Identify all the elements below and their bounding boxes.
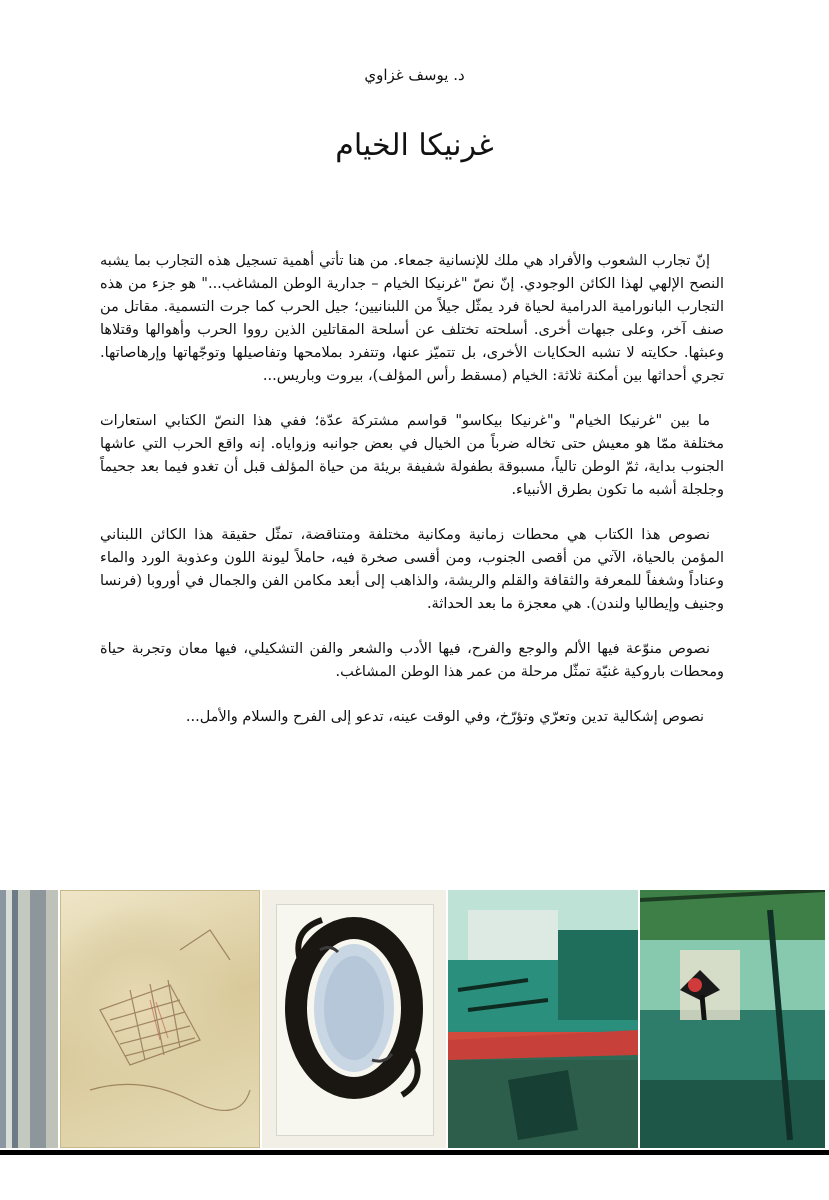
painting-green-abstract: [640, 890, 825, 1148]
paragraph-4: نصوص منوّعة فيها الألم والوجع والفرح، فيها الأدب والشعر والفن التشكيلي، فيها معان وتجربة حياة ومحطات باروكية غنيّة تمثّل مرحلة من عمر هذا الوطن المشاغب.: [100, 641, 724, 680]
paragraph-1: إنّ تجارب الشعوب والأفراد هي ملك للإنسانية جمعاء. من هنا تأتي أهمية تسجيل هذه التجارب بما يشبه النصح الإلهي لهذا الكائن الوجودي. إنّ نصّ "غرنيكا الخيام – جدارية الوطن المشاغب..." هو جزء من هذه التجارب البانورامية الدرامية لحياة فرد يمثّل جيلاً من اللبنانيين؛ جيل الحرب كما جرت التسمية. مقاتل من صنف آخر، وعلى جبهات أخرى. أسلحته تختلف عن أسلحة المقاتلين الذين رووا الحرب وأهوالها وقتلاها وعبثها. حكايته لا تشبه الحكايات الأخرى، بل تتميّز عنها، وتتفرد بملامحها وتفاصيلها وتوجّهاتها وإرهاصاتها. تجري أحداثها بين أمكنة ثلاثة: الخيام (مسقط رأس المؤلف)، بيروت وباريس...: [100, 253, 724, 384]
author-name: د. يوسف غزاوي: [364, 66, 465, 84]
paragraph-3: نصوص هذا الكتاب هي محطات زمانية ومكانية مختلفة ومتناقضة، تمثّل حقيقة هذا الكائن اللبناني المؤمن بالحياة، الآتي من أقصى الجنوب، ومن أقسى صخرة فيه، حاملاً ليونة اللون وعذوبة الورد والماء وعناداً وشغفاً للمعرفة والثقافة والقلم والريشة، والذاهب إلى أبعد مكامن الفن والجمال في أوروبا (فرنسا وجنيف وإيطاليا ولندن). هي معجزة ما بعد الحداثة.: [100, 527, 724, 612]
paragraph-2: ما بين "غرنيكا الخيام" و"غرنيكا بيكاسو" قواسم مشتركة عدّة؛ ففي هذا النصّ الكتابي استعارات مختلفة ممّا هو معيش حتى تخاله ضرباً من الخيال في بعض جوانبه وزواياه. إنه واقع الحرب التي عاشها الجنوب بداية، ثمّ الوطن تالياً، مسبوقة بطفولة شفيفة بريئة من حياة المؤلف قبل أن تغدو فيما بعد جحيماً وجلجلة أشبه ما تكون بطرق الأنبياء.: [100, 413, 724, 498]
painting-grey-texture: [0, 890, 58, 1148]
body-text: [100, 250, 724, 751]
page-title: غرنيكا الخيام: [335, 128, 494, 163]
painting-sketch-abstract: [60, 890, 260, 1148]
painting-teal-abstract: [448, 890, 638, 1148]
painting-oval-brushstroke: [262, 890, 446, 1148]
painting-strip: [0, 890, 829, 1150]
bottom-rule: [0, 1150, 829, 1155]
paragraph-5: نصوص إشكالية تدين وتعرّي وتؤرّخ، وفي الوقت عينه، تدعو إلى الفرح والسلام والأمل...: [185, 709, 704, 725]
